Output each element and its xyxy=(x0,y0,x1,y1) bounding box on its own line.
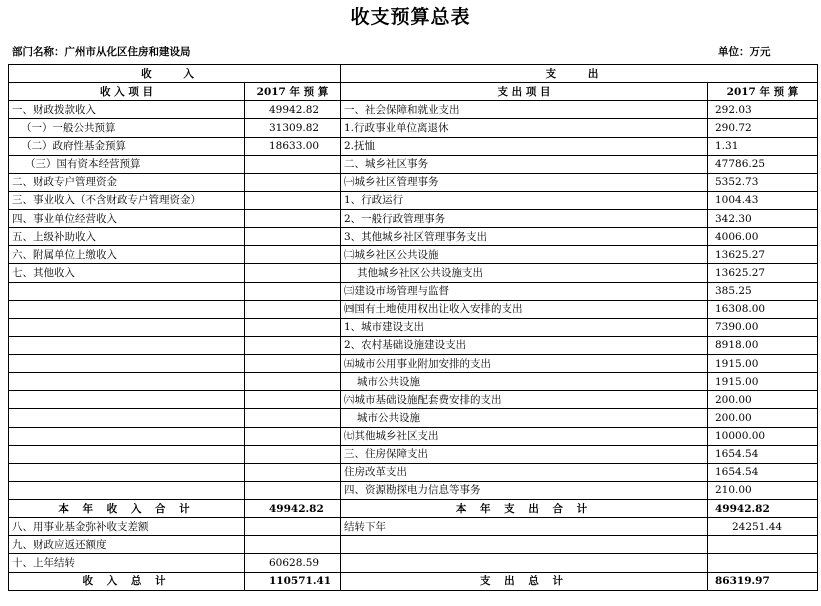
income-item xyxy=(9,445,245,463)
expenditure-item: 四、资源勘探电力信息等事务 xyxy=(341,481,708,499)
expenditure-item: 城市公共设施 xyxy=(341,373,708,391)
income-amount xyxy=(245,518,341,536)
table-row xyxy=(9,228,818,246)
table-row xyxy=(9,137,818,155)
income-amount xyxy=(245,282,341,300)
expenditure-amount: 8918.00 xyxy=(708,336,818,354)
expenditure-amount: 4006.00 xyxy=(708,228,818,246)
income-item: （一）一般公共预算 xyxy=(9,119,245,137)
table-row xyxy=(9,173,818,191)
table-row xyxy=(9,355,818,373)
expenditure-item: 三、住房保障支出 xyxy=(341,445,708,463)
income-item: （二）政府性基金预算 xyxy=(9,137,245,155)
expenditure-total-label: 支 出 总 计 xyxy=(341,572,708,590)
income-amount: 60628.59 xyxy=(245,554,341,572)
table-row xyxy=(9,246,818,264)
expenditure-item: 3、其他城乡社区管理事务支出 xyxy=(341,228,708,246)
income-amount xyxy=(245,191,341,209)
income-amount xyxy=(245,373,341,391)
income-item: 三、事业收入（不含财政专户管理资金） xyxy=(9,191,245,209)
unit-label: 单位：万元 xyxy=(718,46,771,58)
income-amount xyxy=(245,173,341,191)
income-amount xyxy=(245,427,341,445)
income-item: （三）国有资本经营预算 xyxy=(9,155,245,173)
expenditure-amount: 13625.27 xyxy=(708,264,818,282)
table-row xyxy=(9,210,818,228)
income-amount xyxy=(245,210,341,228)
department-name: 部门名称：广州市从化区住房和建设局 xyxy=(12,46,191,58)
table-row xyxy=(9,264,818,282)
income-subtotal-value: 49942.82 xyxy=(245,500,341,518)
expenditure-item: 二、城乡社区事务 xyxy=(341,155,708,173)
expenditure-amount: 385.25 xyxy=(708,282,818,300)
income-amount xyxy=(245,246,341,264)
income-item: 十、上年结转 xyxy=(9,554,245,572)
table-row xyxy=(9,409,818,427)
income-item xyxy=(9,391,245,409)
expenditure-amount: 1654.54 xyxy=(708,445,818,463)
income-budget-header: 2017 年 预 算 xyxy=(245,83,341,101)
expenditure-subtotal-value: 49942.82 xyxy=(708,500,818,518)
income-item xyxy=(9,355,245,373)
budget-table-body xyxy=(9,65,818,591)
expenditure-amount: 1915.00 xyxy=(708,373,818,391)
expenditure-amount: 200.00 xyxy=(708,409,818,427)
expenditure-amount xyxy=(708,554,818,572)
income-item xyxy=(9,300,245,318)
table-row xyxy=(9,481,818,499)
expenditure-item: 其他城乡社区公共设施支出 xyxy=(341,264,708,282)
income-amount xyxy=(245,463,341,481)
expenditure-item: ㈢建设市场管理与监督 xyxy=(341,282,708,300)
income-amount xyxy=(245,391,341,409)
table-row xyxy=(9,391,818,409)
expenditure-subtotal-label: 本 年 支 出 合 计 xyxy=(341,500,708,518)
expenditure-item: ㈣国有土地使用权出让收入安排的支出 xyxy=(341,300,708,318)
expenditure-item: 城市公共设施 xyxy=(341,409,708,427)
income-amount xyxy=(245,228,341,246)
table-row xyxy=(9,554,818,572)
expenditure-section-header: 支 出 xyxy=(341,65,818,83)
expenditure-amount: 16308.00 xyxy=(708,300,818,318)
table-row xyxy=(9,119,818,137)
expenditure-item: 一、社会保障和就业支出 xyxy=(341,101,708,119)
income-item xyxy=(9,318,245,336)
section-header-row xyxy=(9,65,818,83)
expenditure-item: ㈠城乡社区管理事务 xyxy=(341,173,708,191)
expenditure-amount: 1915.00 xyxy=(708,355,818,373)
table-row xyxy=(9,445,818,463)
expenditure-item: ㈦其他城乡社区支出 xyxy=(341,427,708,445)
income-item: 四、事业单位经营收入 xyxy=(9,210,245,228)
table-row xyxy=(9,463,818,481)
income-amount xyxy=(245,264,341,282)
income-item xyxy=(9,409,245,427)
expenditure-amount: 292.03 xyxy=(708,101,818,119)
income-amount xyxy=(245,300,341,318)
income-item: 二、财政专户管理资金 xyxy=(9,173,245,191)
expenditure-amount: 200.00 xyxy=(708,391,818,409)
income-item: 五、上级补助收入 xyxy=(9,228,245,246)
income-amount xyxy=(245,355,341,373)
expenditure-amount: 1004.43 xyxy=(708,191,818,209)
income-item xyxy=(9,282,245,300)
expenditure-amount: 13625.27 xyxy=(708,246,818,264)
income-item xyxy=(9,427,245,445)
expenditure-item: 2、一般行政管理事务 xyxy=(341,210,708,228)
table-row xyxy=(9,300,818,318)
income-section-header: 收 入 xyxy=(9,65,341,83)
table-row xyxy=(9,191,818,209)
income-amount xyxy=(245,155,341,173)
column-header-row xyxy=(9,83,818,101)
income-total-label: 收 入 总 计 xyxy=(9,572,245,590)
income-amount xyxy=(245,409,341,427)
income-item xyxy=(9,336,245,354)
table-row xyxy=(9,518,818,536)
expenditure-item: 2、农村基础设施建设支出 xyxy=(341,336,708,354)
expenditure-amount: 10000.00 xyxy=(708,427,818,445)
income-amount xyxy=(245,445,341,463)
table-row xyxy=(9,373,818,391)
expenditure-item: 2.抚恤 xyxy=(341,137,708,155)
table-row xyxy=(9,427,818,445)
expenditure-item: ㈡城乡社区公共设施 xyxy=(341,246,708,264)
income-item: 九、财政应返还额度 xyxy=(9,536,245,554)
table-row xyxy=(9,101,818,119)
expenditure-amount: 1654.54 xyxy=(708,463,818,481)
table-row xyxy=(9,318,818,336)
expenditure-amount: 47786.25 xyxy=(708,155,818,173)
page-title: 收支预算总表 xyxy=(350,6,471,28)
expenditure-amount: 1.31 xyxy=(708,137,818,155)
expenditure-item: ㈥城市基础设施配套费安排的支出 xyxy=(341,391,708,409)
exp-item-header: 支 出 项 目 xyxy=(341,83,708,101)
table-row xyxy=(9,536,818,554)
exp-budget-header: 2017 年 预 算 xyxy=(708,83,818,101)
income-item-header: 收 入 项 目 xyxy=(9,83,245,101)
income-item: 六、附属单位上缴收入 xyxy=(9,246,245,264)
expenditure-item: 结转下年 xyxy=(341,518,708,536)
expenditure-item: ㈤城市公用事业附加安排的支出 xyxy=(341,355,708,373)
expenditure-item xyxy=(341,554,708,572)
expenditure-amount: 290.72 xyxy=(708,119,818,137)
expenditure-amount: 5352.73 xyxy=(708,173,818,191)
income-amount xyxy=(245,481,341,499)
income-item xyxy=(9,463,245,481)
income-amount: 18633.00 xyxy=(245,137,341,155)
expenditure-amount xyxy=(708,536,818,554)
expenditure-item: 1、行政运行 xyxy=(341,191,708,209)
income-item xyxy=(9,481,245,499)
income-amount xyxy=(245,318,341,336)
income-item xyxy=(9,373,245,391)
income-amount: 31309.82 xyxy=(245,119,341,137)
expenditure-amount: 24251.44 xyxy=(708,518,818,536)
table-row xyxy=(9,282,818,300)
expenditure-item: 住房改革支出 xyxy=(341,463,708,481)
income-amount xyxy=(245,536,341,554)
income-item: 一、财政拨款收入 xyxy=(9,101,245,119)
table-row xyxy=(9,336,818,354)
expenditure-item xyxy=(341,536,708,554)
budget-summary-table xyxy=(8,64,818,591)
subtotal-row xyxy=(9,500,818,518)
expenditure-amount: 210.00 xyxy=(708,481,818,499)
expenditure-amount: 7390.00 xyxy=(708,318,818,336)
expenditure-total-value: 86319.97 xyxy=(708,572,818,590)
income-amount xyxy=(245,336,341,354)
table-row xyxy=(9,155,818,173)
income-total-value: 110571.41 xyxy=(245,572,341,590)
income-item: 七、其他收入 xyxy=(9,264,245,282)
income-item: 八、用事业基金弥补收支差额 xyxy=(9,518,245,536)
total-row xyxy=(9,572,818,590)
expenditure-amount: 342.30 xyxy=(708,210,818,228)
expenditure-item: 1、城市建设支出 xyxy=(341,318,708,336)
income-amount: 49942.82 xyxy=(245,101,341,119)
expenditure-item: 1.行政事业单位离退休 xyxy=(341,119,708,137)
income-subtotal-label: 本 年 收 入 合 计 xyxy=(9,500,245,518)
